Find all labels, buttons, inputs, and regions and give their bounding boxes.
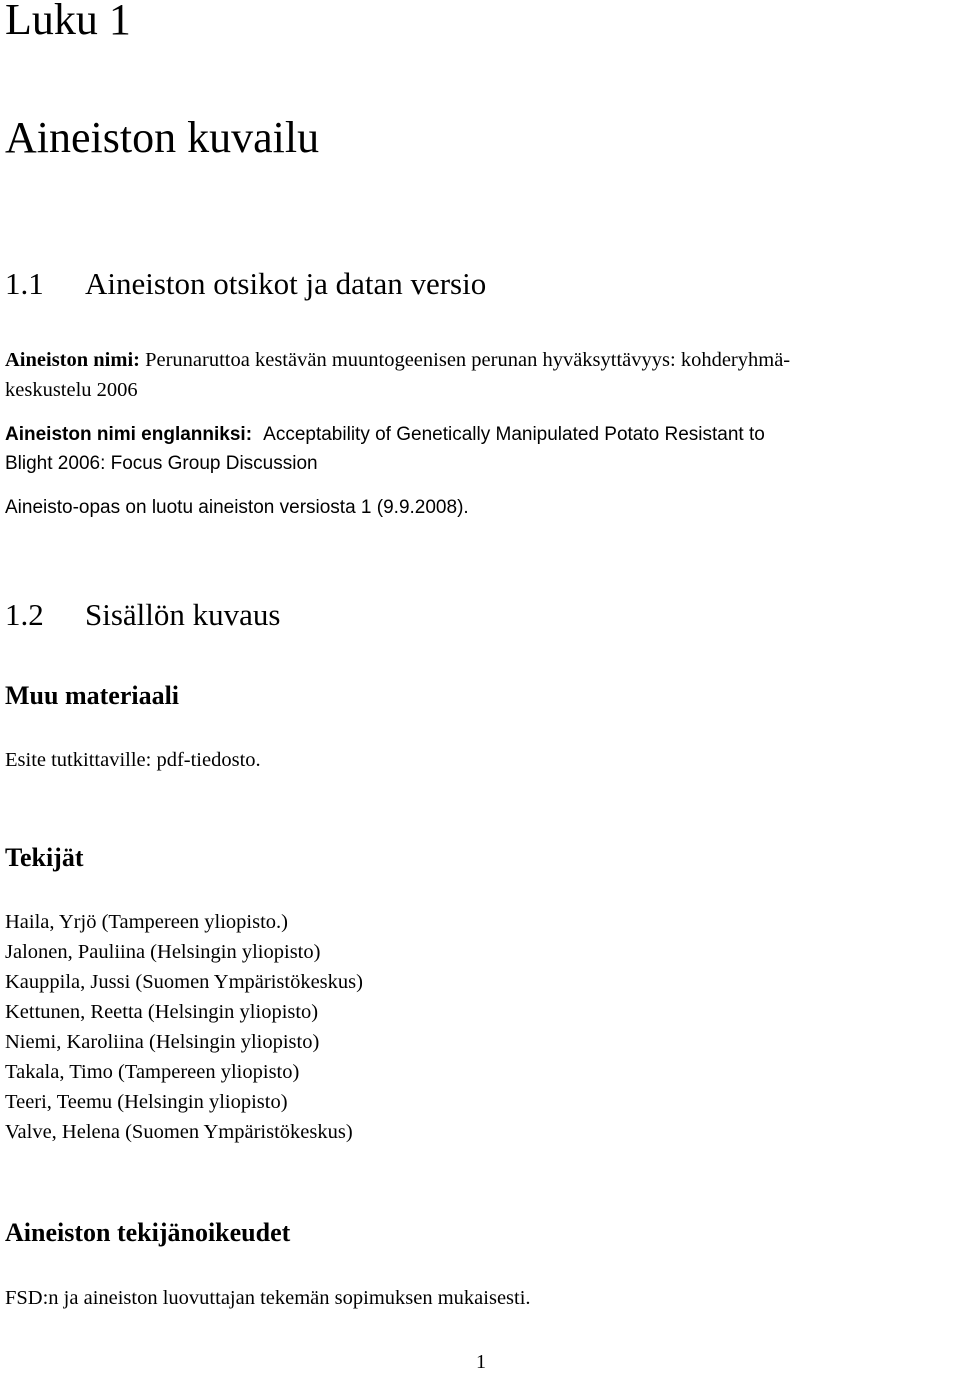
section-heading-1-1 xyxy=(5,266,486,302)
authors-heading: Tekijät xyxy=(5,843,84,872)
section-heading-1-2 xyxy=(5,597,280,633)
section-title: Sisällön kuvaus xyxy=(85,597,281,632)
section-number: 1.2 xyxy=(5,597,44,632)
author-item: Kauppila, Jussi (Suomen Ympäristökeskus) xyxy=(5,971,363,993)
author-item: Niemi, Karoliina (Helsingin yliopisto) xyxy=(5,1031,320,1053)
copyright-heading: Aineiston tekijänoikeudet xyxy=(5,1218,291,1247)
author-item: Jalonen, Pauliina (Helsingin yliopisto) xyxy=(5,941,321,963)
author-item: Kettunen, Reetta (Helsingin yliopisto) xyxy=(5,1001,319,1023)
other-material-heading: Muu materiaali xyxy=(5,681,180,710)
english-name-value-line2: Blight 2006: Focus Group Discussion xyxy=(5,453,318,474)
chapter-title: Aineiston kuvailu xyxy=(5,113,320,162)
author-item: Teeri, Teemu (Helsingin yliopisto) xyxy=(5,1091,288,1113)
page-number: 1 xyxy=(476,1351,486,1373)
author-item: Haila, Yrjö (Tampereen yliopisto.) xyxy=(5,911,289,933)
section-title: Aineiston otsikot ja datan versio xyxy=(85,266,487,301)
english-name-value-line1: Acceptability of Genetically Manipulated Potato Resistant to xyxy=(263,424,765,445)
copyright-text: FSD:n ja aineiston luovuttajan tekemän sopimuksen mukaisesti. xyxy=(5,1287,531,1309)
chapter-label: Luku 1 xyxy=(5,0,131,44)
author-item: Takala, Timo (Tampereen yliopisto) xyxy=(5,1061,300,1083)
author-item: Valve, Helena (Suomen Ympäristökeskus) xyxy=(5,1121,353,1143)
dataset-name-value-line1: Perunaruttoa kestävän muuntogeenisen perunan hyväksyttävyys: kohderyhmä- xyxy=(145,349,791,371)
authors-list xyxy=(5,907,363,1147)
other-material-text: Esite tutkittaville: pdf-tiedosto. xyxy=(5,749,261,771)
version-note: Aineisto-opas on luotu aineiston versiosta 1 (9.9.2008). xyxy=(5,497,469,518)
section-number: 1.1 xyxy=(5,266,44,301)
dataset-name-block xyxy=(5,345,790,375)
english-name-block xyxy=(5,419,765,450)
dataset-name-label: Aineiston nimi: xyxy=(5,349,140,371)
english-name-label: Aineiston nimi englanniksi: xyxy=(5,424,253,445)
dataset-name-value-line2: keskustelu 2006 xyxy=(5,379,138,401)
